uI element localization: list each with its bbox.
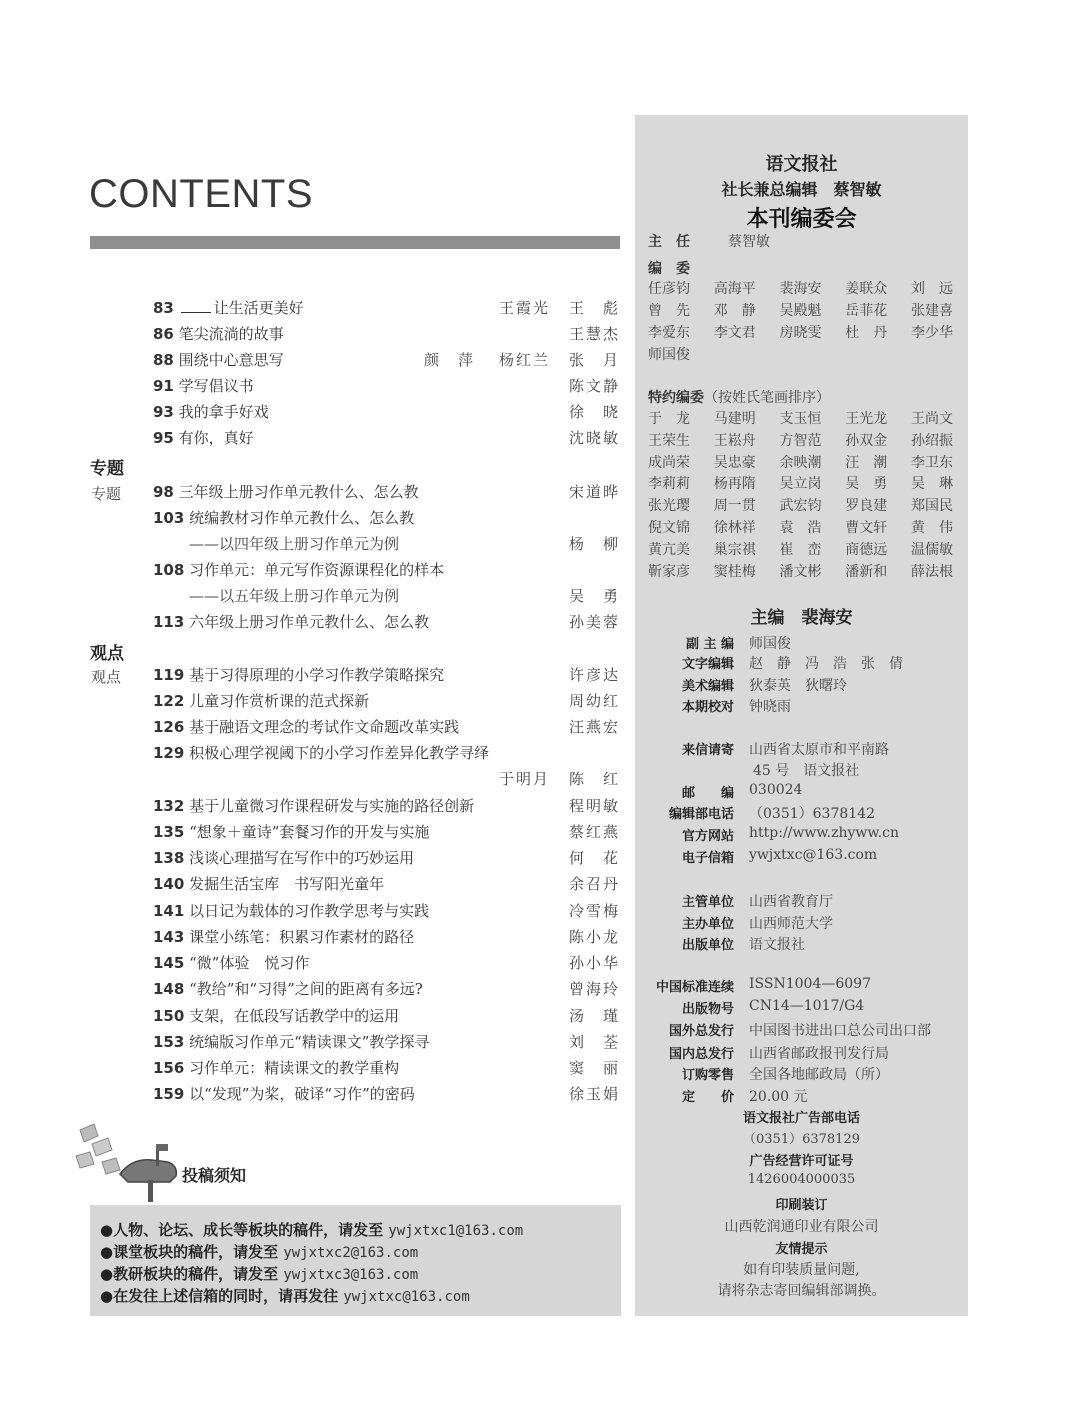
member-name: 吴 琳: [911, 476, 953, 493]
member-name: 马建明: [713, 411, 756, 427]
notice-text: ●课堂板块的稿件，请发至: [100, 1243, 279, 1261]
toc-page-number: 143: [153, 928, 185, 946]
toc-author: 张 月: [568, 351, 620, 369]
toc-author: 何 花: [568, 849, 620, 867]
toc-entry: [153, 296, 620, 320]
toc-page-number: 93: [153, 403, 174, 421]
toc-entry: [153, 584, 620, 608]
toc-page-number: 150: [153, 1007, 185, 1025]
member-name: 任彦钧: [648, 281, 690, 297]
toc-author: 冷雪梅: [568, 902, 620, 920]
member-name: 支玉恒: [779, 411, 822, 427]
tip-line-2: 请将杂志寄回编辑部调换。: [717, 1283, 886, 1299]
member-name: 裴海安: [779, 281, 822, 297]
member-name: 黄亢美: [648, 541, 690, 558]
toc-page-number: 88: [153, 351, 174, 369]
info-value: 全国各地邮政局（所）: [749, 1067, 889, 1083]
member-name: 刘 远: [911, 281, 953, 297]
toc-title: “微”体验 悦习作: [189, 954, 310, 972]
member-name: 吴 勇: [845, 476, 888, 493]
special-label: [648, 387, 830, 407]
tip-line-1: 如有印装质量问题,: [743, 1262, 860, 1278]
toc-entry: [153, 1004, 620, 1028]
member-name: 孙绍振: [911, 432, 953, 449]
toc-page-number: 141: [153, 902, 185, 920]
toc-title: 围绕中心意思写: [178, 351, 284, 369]
toc-author: 徐 晓: [568, 403, 620, 421]
toc-entry: [153, 741, 620, 765]
name-row: [648, 473, 953, 493]
member-name: 师国俊: [648, 347, 690, 363]
info-value: 赵 静 冯 浩 张 倩: [749, 656, 903, 672]
info-value: （0351）6378142: [749, 806, 875, 822]
member-name: 武宏钧: [779, 498, 822, 515]
member-name: 商德远: [845, 541, 888, 558]
toc-entry: [153, 794, 620, 818]
member-name: 吴立岗: [779, 476, 822, 493]
toc-page-number: 108: [153, 561, 185, 579]
member-name: 孙双金: [845, 432, 888, 449]
toc-author: 王慧杰: [568, 325, 620, 343]
name-row: [648, 322, 953, 342]
toc-entry: [153, 610, 620, 634]
member-name: 于 龙: [648, 411, 690, 427]
member-name: 潘新和: [845, 563, 888, 580]
toc-author: 窦 丽: [568, 1059, 620, 1077]
toc-entry: [153, 532, 620, 556]
member-name: 巢宗祺: [713, 541, 756, 558]
toc-page-number: 113: [153, 613, 185, 631]
info-label: 主办单位: [681, 917, 734, 932]
special-note: （按姓氏笔画排序）: [704, 390, 830, 406]
notice-line: [100, 1263, 418, 1284]
toc-author: 陈 红: [568, 770, 620, 788]
toc-title: 统编教材习作单元教什么、怎么教: [189, 509, 415, 527]
name-row: [648, 300, 953, 320]
title-divider-bar: [90, 236, 620, 249]
toc-author: 沈晓敏: [568, 429, 620, 447]
ad-phone-label: 语文报社广告部电话: [742, 1111, 860, 1126]
name-row: [648, 539, 953, 559]
toc-entry: [153, 506, 620, 530]
toc-page-number: 86: [153, 325, 174, 343]
info-label: 电子信箱: [681, 851, 734, 866]
special-label-text: 特约编委: [648, 390, 704, 406]
toc-entry: [153, 899, 620, 923]
toc-entry: [153, 689, 620, 713]
info-value: 030024: [749, 782, 803, 798]
page-title: CONTENTS: [89, 172, 313, 216]
info-value: http://www.zhyww.cn: [749, 825, 900, 841]
toc-title: 基于习得原理的小学习作教学策略探究: [189, 666, 445, 684]
toc-page-number: 83: [153, 299, 174, 317]
toc-entry: [153, 480, 620, 504]
notice-title: 投稿须知: [182, 1166, 247, 1185]
member-name: 王尚文: [911, 411, 953, 427]
toc-author: 刘 荃: [568, 1033, 620, 1051]
toc-title: 学写倡议书: [178, 377, 254, 395]
notice-email: ywjxtxc2@163.com: [283, 1245, 419, 1261]
info-value: 45 号 语文报社: [753, 763, 860, 779]
name-row: [648, 278, 953, 298]
toc-entry: [153, 846, 620, 870]
toc-author: 孙小华: [568, 954, 620, 972]
toc-author: 徐玉娟: [568, 1085, 620, 1103]
toc-author: 孙美蓉: [568, 613, 620, 631]
toc-page-number: 119: [153, 666, 185, 684]
member-name: 高海平: [713, 281, 756, 297]
toc-entry: [153, 951, 620, 975]
info-label: 本期校对: [681, 700, 734, 715]
toc-title: 习作单元：单元写作资源课程化的样本: [189, 561, 445, 579]
info-value: 狄泰英 狄曙玲: [749, 678, 847, 694]
member-name: 罗良建: [845, 498, 888, 515]
section-label-zhuanti: 专题: [91, 485, 122, 503]
toc-entry: [153, 977, 620, 1001]
section-label-guandian: 观点: [91, 668, 122, 686]
toc-title: 支架，在低段写话教学中的运用: [189, 1007, 400, 1025]
member-name: 杜 丹: [845, 325, 888, 341]
info-label: 来信请寄: [681, 743, 734, 758]
member-name: 方智范: [779, 432, 822, 449]
name-row: [648, 452, 953, 472]
member-name: 黄 伟: [911, 520, 953, 536]
member-name: 徐林祥: [713, 520, 756, 536]
notice-line: [100, 1285, 470, 1306]
member-name: 张建喜: [911, 303, 953, 319]
toc-entry: [153, 558, 620, 582]
name-row: [648, 344, 953, 364]
name-row: [648, 495, 953, 515]
toc-author: 汪燕宏: [568, 718, 620, 736]
toc-title: 有你，真好: [178, 429, 254, 447]
toc-entry: [153, 820, 620, 844]
ad-phone: （0351）6378129: [743, 1132, 860, 1147]
info-value: 山西省教育厅: [749, 894, 833, 910]
toc-author: 王霞光: [498, 299, 550, 317]
info-label: 编辑部电话: [668, 807, 734, 822]
toc-title: 六年级上册习作单元教什么、怎么教: [189, 613, 430, 631]
member-name: 潘文彬: [779, 563, 822, 580]
toc-title: “教给”和“习得”之间的距离有多远?: [189, 980, 423, 998]
member-name: 袁 浩: [779, 520, 822, 536]
toc-entry: [153, 426, 620, 450]
member-name: 倪文锦: [648, 520, 690, 536]
info-value: CN14—1017/G4: [749, 998, 865, 1014]
member-name: 崔 峦: [779, 541, 822, 558]
member-name: 杨再隋: [713, 476, 756, 493]
toc-page-number: 135: [153, 823, 185, 841]
name-row: [648, 517, 953, 537]
toc-author: 周幼红: [568, 692, 620, 710]
info-value: 20.00 元: [749, 1089, 808, 1105]
info-label: 定 价: [681, 1090, 734, 1105]
info-label: 副 主 编: [685, 637, 734, 652]
toc-author: 杨 柳: [568, 535, 620, 553]
director-name: 蔡智敏: [728, 234, 770, 250]
member-name: 李文君: [713, 325, 756, 341]
toc-title: 三年级上册习作单元教什么、怎么教: [178, 483, 419, 501]
toc-page-number: 129: [153, 744, 185, 762]
member-name: 靳家彦: [648, 563, 690, 580]
member-name: 成尚荣: [648, 454, 690, 471]
member-name: 周一贯: [713, 498, 756, 515]
toc-entry: [153, 374, 620, 398]
info-value: 山西省太原市和平南路: [749, 742, 889, 758]
toc-author: 杨红兰: [498, 351, 550, 369]
toc-page-number: 153: [153, 1033, 185, 1051]
member-name: 邓 静: [713, 303, 756, 319]
member-name: 温儒敏: [911, 541, 953, 558]
info-value: 中国图书进出口总公司出口部: [749, 1023, 931, 1039]
toc-author: 程明敏: [568, 797, 620, 815]
toc-author: 颜 萍: [423, 351, 475, 369]
member-name: 吴殿魁: [779, 303, 822, 319]
member-name: 李莉莉: [648, 476, 690, 493]
name-row: [648, 430, 953, 450]
member-name: 李爱东: [648, 325, 690, 341]
member-name: 李少华: [911, 325, 953, 341]
tip-label: 友情提示: [775, 1242, 828, 1257]
info-label: 订购零售: [681, 1068, 734, 1083]
license-label: 广告经营许可证号: [749, 1154, 854, 1169]
member-name: 张光璎: [648, 498, 690, 515]
toc-author: 于明月: [498, 770, 550, 788]
toc-author: 蔡红燕: [568, 823, 620, 841]
toc-entry: [153, 663, 620, 687]
toc-author: 吴 勇: [568, 587, 620, 605]
name-row: [648, 408, 953, 428]
notice-line: [100, 1219, 523, 1240]
info-label: 美术编辑: [681, 679, 734, 694]
mailbox-icon: [72, 1116, 182, 1202]
member-name: 房晓雯: [779, 325, 822, 341]
member-name: 薛法根: [911, 563, 953, 580]
info-value: ywjxtxc@163.com: [749, 847, 878, 863]
toc-subtitle: ——以五年级上册习作单元为例: [189, 587, 400, 605]
member-name: 汪 潮: [845, 454, 888, 471]
info-label: 邮 编: [681, 786, 734, 801]
president-line: 社长兼总编辑 蔡智敏: [721, 180, 882, 199]
toc-title: 以日记为载体的习作教学思考与实践: [189, 902, 430, 920]
info-label: 出版单位: [681, 938, 734, 953]
toc-title: 儿童习作赏析课的范式探新: [189, 692, 370, 710]
printer-name: 山西乾润通印业有限公司: [724, 1219, 879, 1235]
toc-author: 宋道晔: [568, 483, 620, 501]
toc-entry: [153, 348, 620, 372]
info-label: 官方网站: [681, 829, 734, 844]
toc-author: 陈小龙: [568, 928, 620, 946]
toc-title: 笔尖流淌的故事: [178, 325, 284, 343]
info-value: 师国俊: [749, 636, 791, 652]
info-label: 文字编辑: [681, 657, 734, 672]
chief-editor: 主编 裴海安: [750, 608, 853, 628]
members-label: 编 委: [648, 261, 690, 277]
committee-title: 本刊编委会: [746, 207, 857, 232]
section-heading-guandian: 观点: [90, 644, 124, 664]
toc-author: 陈文静: [568, 377, 620, 395]
toc-author: 许彦达: [568, 666, 620, 684]
notice-text: ●在发往上述信箱的同时，请再发往: [100, 1287, 339, 1305]
toc-entry: [153, 872, 620, 896]
toc-entry: [153, 1056, 620, 1080]
toc-entry: [153, 400, 620, 424]
notice-email: ywjxtxc@163.com: [343, 1289, 470, 1305]
toc-entry: [153, 322, 620, 346]
notice-email: ywjxtxc3@163.com: [283, 1267, 419, 1283]
info-value: ISSN1004—6097: [749, 976, 871, 992]
member-name: 岳菲花: [845, 303, 888, 319]
toc-title: 以“发现”为桨，破译“习作”的密码: [189, 1085, 415, 1103]
toc-page-number: 91: [153, 377, 174, 395]
member-name: 曹文轩: [845, 520, 888, 536]
toc-page-number: 132: [153, 797, 185, 815]
toc-title: 统编版习作单元“精读课文”教学探寻: [189, 1033, 430, 1051]
info-label: 国外总发行: [668, 1024, 734, 1039]
info-label: 中国标准连续: [655, 980, 734, 995]
toc-page-number: 148: [153, 980, 185, 998]
member-name: 王光龙: [845, 411, 888, 427]
member-name: 李卫东: [911, 454, 953, 471]
toc-page-number: 98: [153, 483, 174, 501]
member-name: 曾 先: [648, 303, 690, 319]
toc-entry: [153, 767, 620, 791]
print-label: 印刷装订: [775, 1198, 828, 1213]
toc-page-number: 159: [153, 1085, 185, 1103]
toc-title: 基于融语文理念的考试作文命题改革实践: [189, 718, 460, 736]
member-name: 郑国民: [911, 498, 953, 515]
notice-email: ywjxtxc1@163.com: [388, 1223, 524, 1239]
toc-author: 王 彪: [568, 299, 620, 317]
info-value: 山西省邮政报刊发行局: [749, 1046, 889, 1062]
toc-page-number: 126: [153, 718, 185, 736]
notice-text: ●人物、论坛、成长等板块的稿件，请发至: [100, 1221, 384, 1239]
member-name: 吴忠豪: [713, 454, 756, 471]
info-label: 出版物号: [681, 1002, 734, 1017]
toc-author: 曾海玲: [568, 980, 620, 998]
toc-title: 浅谈心理描写在写作中的巧妙运用: [189, 849, 415, 867]
info-value: 语文报社: [749, 937, 805, 953]
toc-page-number: 145: [153, 954, 185, 972]
toc-page-number: 140: [153, 875, 185, 893]
section-heading-zhuanti: 专题: [90, 459, 124, 479]
toc-title: “想象＋童诗”套餐习作的开发与实施: [189, 823, 430, 841]
toc-page-number: 95: [153, 429, 174, 447]
toc-subtitle: ——以四年级上册习作单元为例: [189, 535, 400, 553]
toc-title: 让生活更美好: [213, 299, 304, 317]
member-name: 王崧舟: [713, 432, 756, 449]
toc-author: 汤 瑾: [568, 1007, 620, 1025]
toc-title: 发掘生活宝库 书写阳光童年: [189, 875, 385, 893]
toc-author: 余召丹: [568, 875, 620, 893]
toc-entry: [153, 1082, 620, 1106]
license-number: 1426004000035: [747, 1172, 856, 1187]
toc-title: 课堂小练笔：积累习作素材的路径: [189, 928, 415, 946]
toc-page-number: 122: [153, 692, 185, 710]
toc-title: 积极心理学视阈下的小学习作差异化教学寻绎: [189, 744, 490, 762]
toc-entry: [153, 925, 620, 949]
notice-text: ●教研板块的稿件，请发至: [100, 1265, 279, 1283]
member-name: 窦桂梅: [713, 563, 756, 580]
director-label: 主 任: [648, 234, 690, 250]
toc-title: 我的拿手好戏: [178, 403, 269, 421]
fill-blank-line: [181, 298, 211, 313]
toc-entry: [153, 715, 620, 739]
toc-entry: [153, 1030, 620, 1054]
notice-line: [100, 1241, 418, 1262]
publisher-name: 语文报社: [765, 154, 838, 175]
toc-title: 习作单元：精读课文的教学重构: [189, 1059, 400, 1077]
info-label: 主管单位: [681, 895, 734, 910]
info-value: 钟晓雨: [749, 699, 791, 715]
toc-page-number: 156: [153, 1059, 185, 1077]
info-label: 国内总发行: [668, 1047, 734, 1062]
toc-page-number: 103: [153, 509, 185, 527]
member-name: 姜联众: [845, 281, 888, 297]
member-name: 余映潮: [779, 454, 822, 471]
name-row: [648, 561, 953, 581]
toc-page-number: 138: [153, 849, 185, 867]
toc-title: 基于儿童微习作课程研发与实施的路径创新: [189, 797, 475, 815]
member-name: 王荣生: [648, 432, 690, 449]
info-value: 山西师范大学: [749, 916, 833, 932]
